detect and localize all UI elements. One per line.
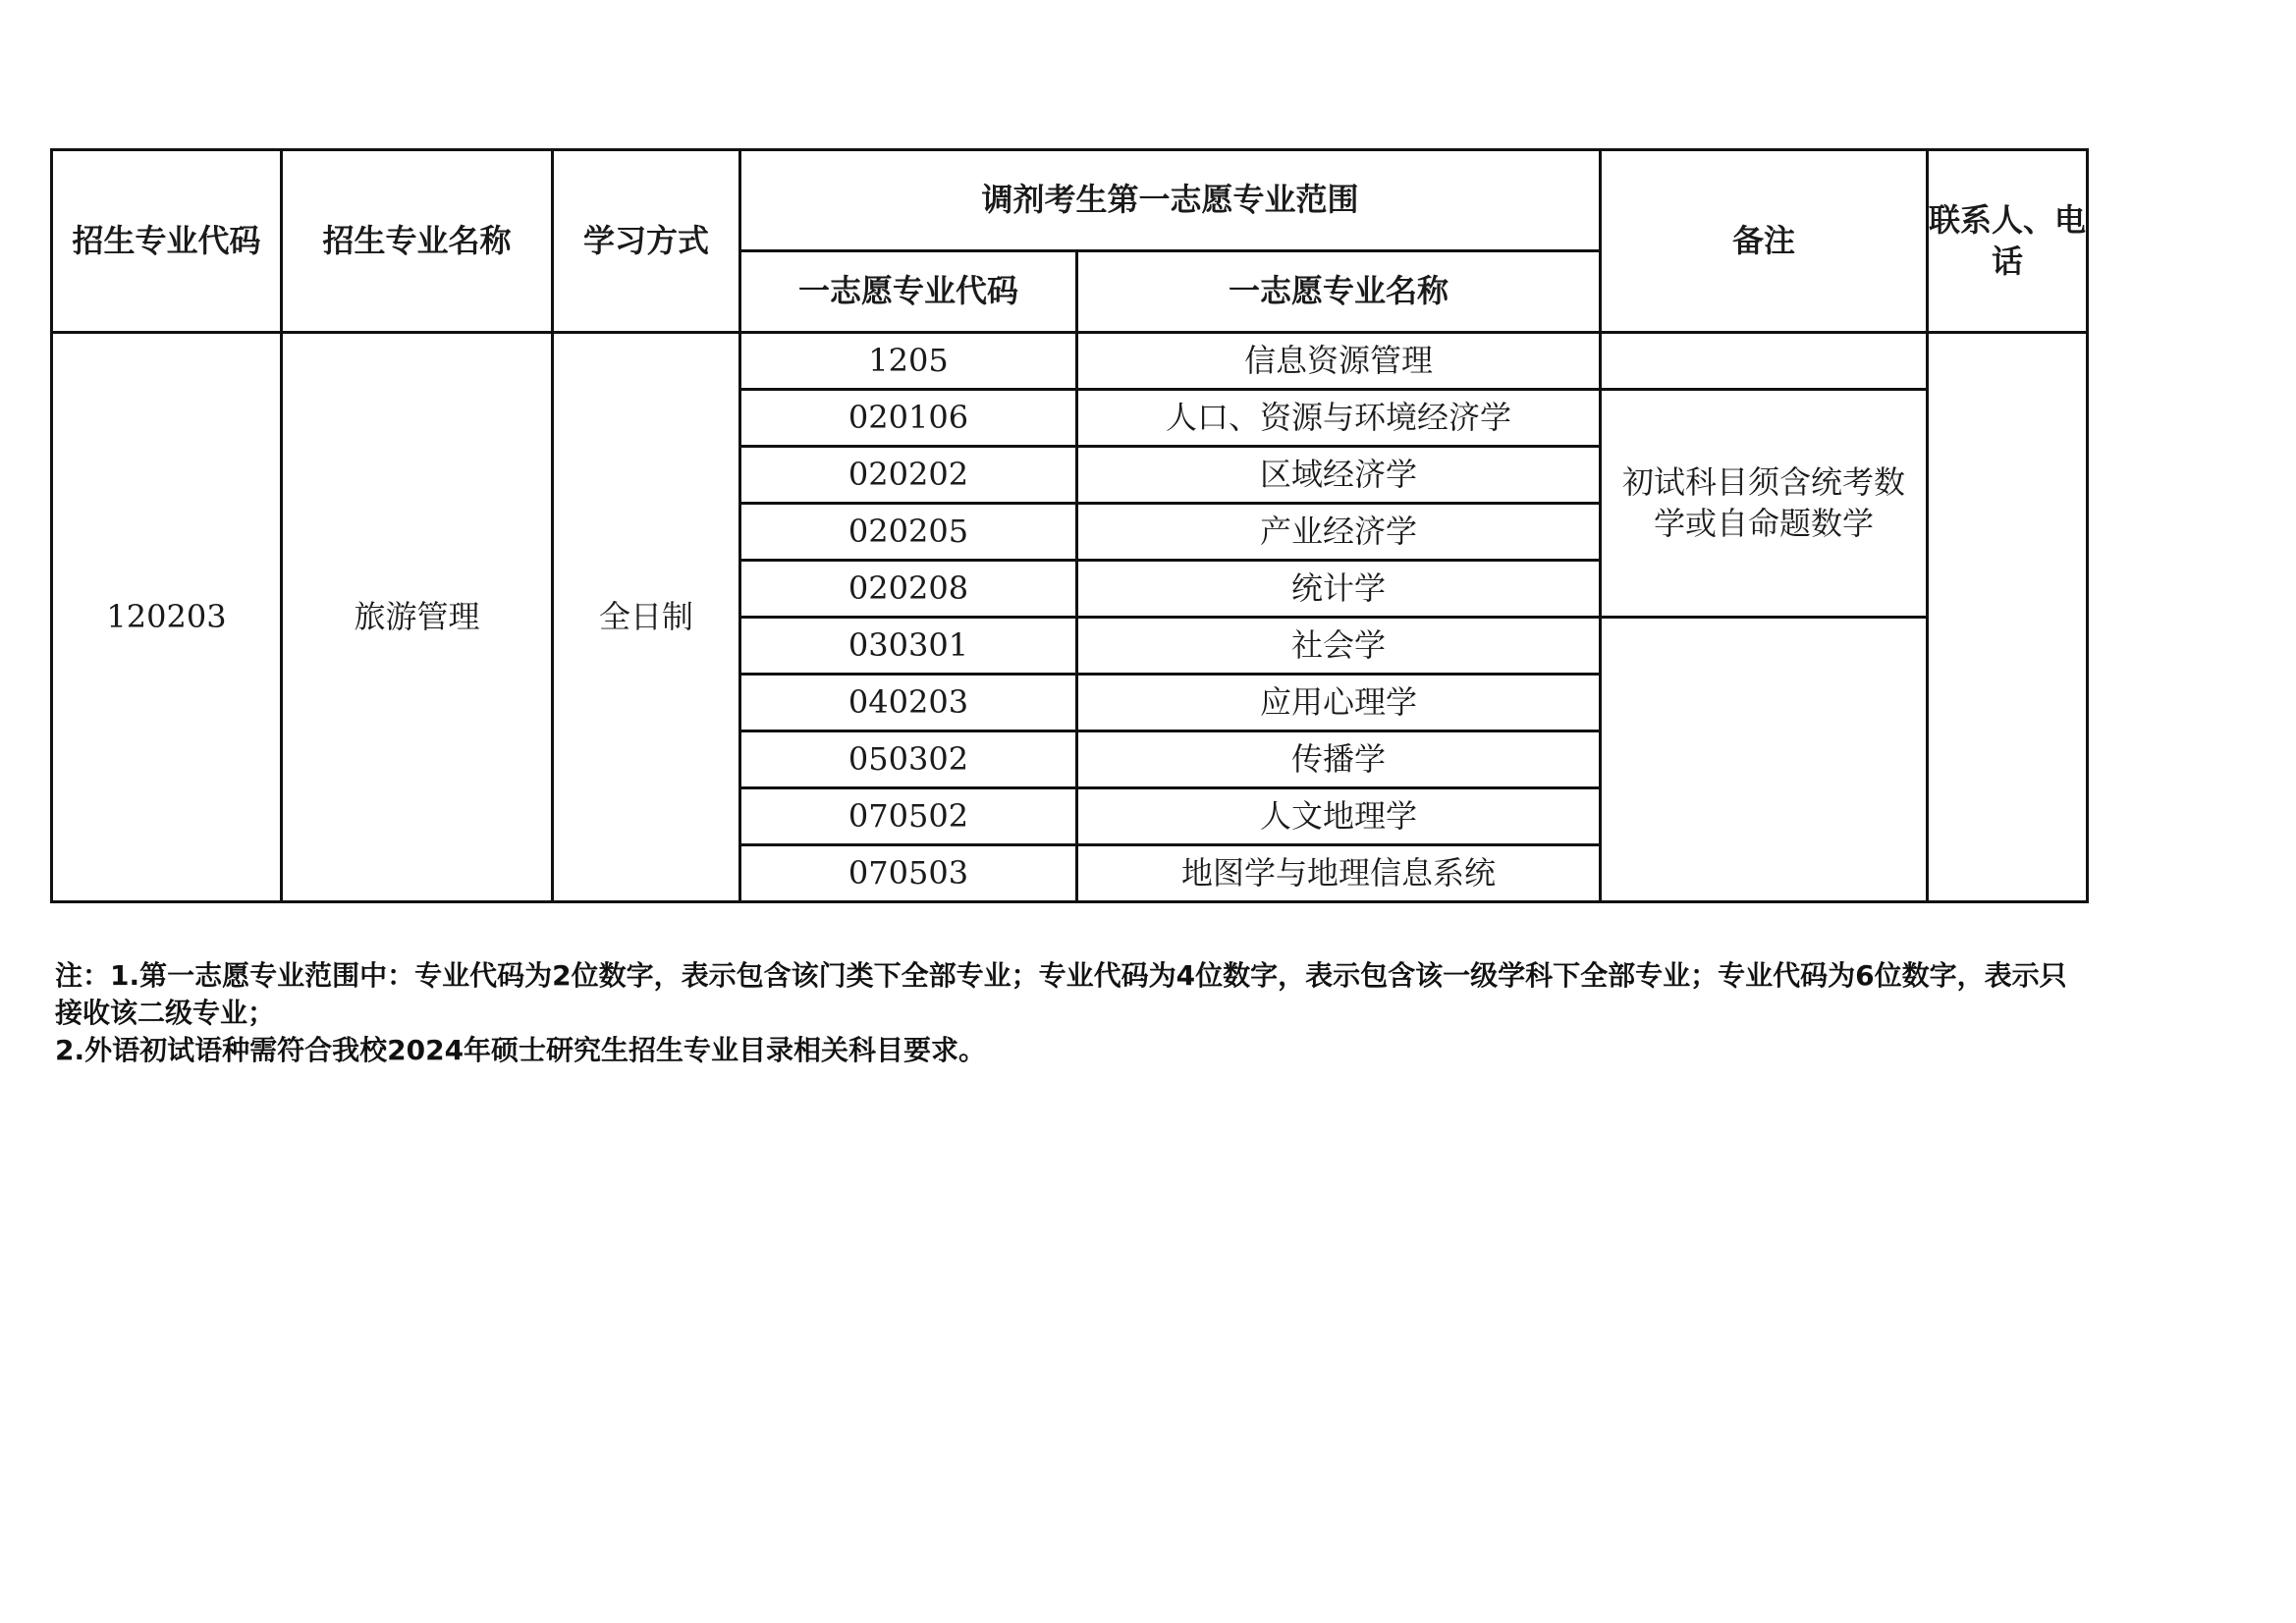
remark-empty-cell xyxy=(1601,618,1928,902)
first-choice-name-cell: 人口、资源与环境经济学 xyxy=(1077,390,1601,447)
first-choice-code-cell: 1205 xyxy=(740,333,1077,390)
first-choice-name-cell: 信息资源管理 xyxy=(1077,333,1601,390)
first-choice-code-cell: 030301 xyxy=(740,618,1077,675)
first-choice-code-cell: 020202 xyxy=(740,447,1077,504)
header-first-choice-code: 一志愿专业代码 xyxy=(740,251,1077,333)
first-choice-code-cell: 070503 xyxy=(740,845,1077,902)
first-choice-code-cell: 070502 xyxy=(740,788,1077,845)
remark-empty-cell xyxy=(1601,333,1928,390)
first-choice-name-cell: 社会学 xyxy=(1077,618,1601,675)
first-choice-code-cell: 020208 xyxy=(740,561,1077,618)
first-choice-name-cell: 区域经济学 xyxy=(1077,447,1601,504)
major-name-cell: 旅游管理 xyxy=(282,333,553,902)
first-choice-code-cell: 050302 xyxy=(740,731,1077,788)
first-choice-name-cell: 产业经济学 xyxy=(1077,504,1601,561)
header-first-choice-name: 一志愿专业名称 xyxy=(1077,251,1601,333)
first-choice-code-cell: 020205 xyxy=(740,504,1077,561)
header-study-mode: 学习方式 xyxy=(553,150,740,333)
first-choice-name-cell: 地图学与地理信息系统 xyxy=(1077,845,1601,902)
header-remark: 备注 xyxy=(1601,150,1928,333)
first-choice-name-cell: 应用心理学 xyxy=(1077,675,1601,731)
first-choice-code-cell: 040203 xyxy=(740,675,1077,731)
notes-section xyxy=(55,957,2078,1069)
note-line-1: 注：1.第一志愿专业范围中：专业代码为2位数字，表示包含该门类下全部专业；专业代码为4位数字，表示包含该一级学科下全部专业；专业代码为6位数字，表示只接收该二级专业； xyxy=(55,959,2067,1029)
remark-math-text: 初试科目须含统考数学或自命题数学 xyxy=(1622,462,1906,542)
first-choice-code-cell: 020106 xyxy=(740,390,1077,447)
header-adjust-range: 调剂考生第一志愿专业范围 xyxy=(740,150,1601,251)
header-major-name: 招生专业名称 xyxy=(282,150,553,333)
contact-cell xyxy=(1928,333,2088,902)
first-choice-name-cell: 传播学 xyxy=(1077,731,1601,788)
table-row xyxy=(52,333,2088,390)
header-contact: 联系人、电话 xyxy=(1928,150,2088,333)
adjustment-table xyxy=(50,148,2089,903)
first-choice-name-cell: 人文地理学 xyxy=(1077,788,1601,845)
header-row-1 xyxy=(52,150,2088,251)
note-line-2: 2.外语初试语种需符合我校2024年硕士研究生招生专业目录相关科目要求。 xyxy=(55,1034,987,1066)
study-mode-cell: 全日制 xyxy=(553,333,740,902)
header-major-code: 招生专业代码 xyxy=(52,150,282,333)
major-code-cell: 120203 xyxy=(52,333,282,902)
remark-math-cell xyxy=(1601,390,1928,618)
first-choice-name-cell: 统计学 xyxy=(1077,561,1601,618)
